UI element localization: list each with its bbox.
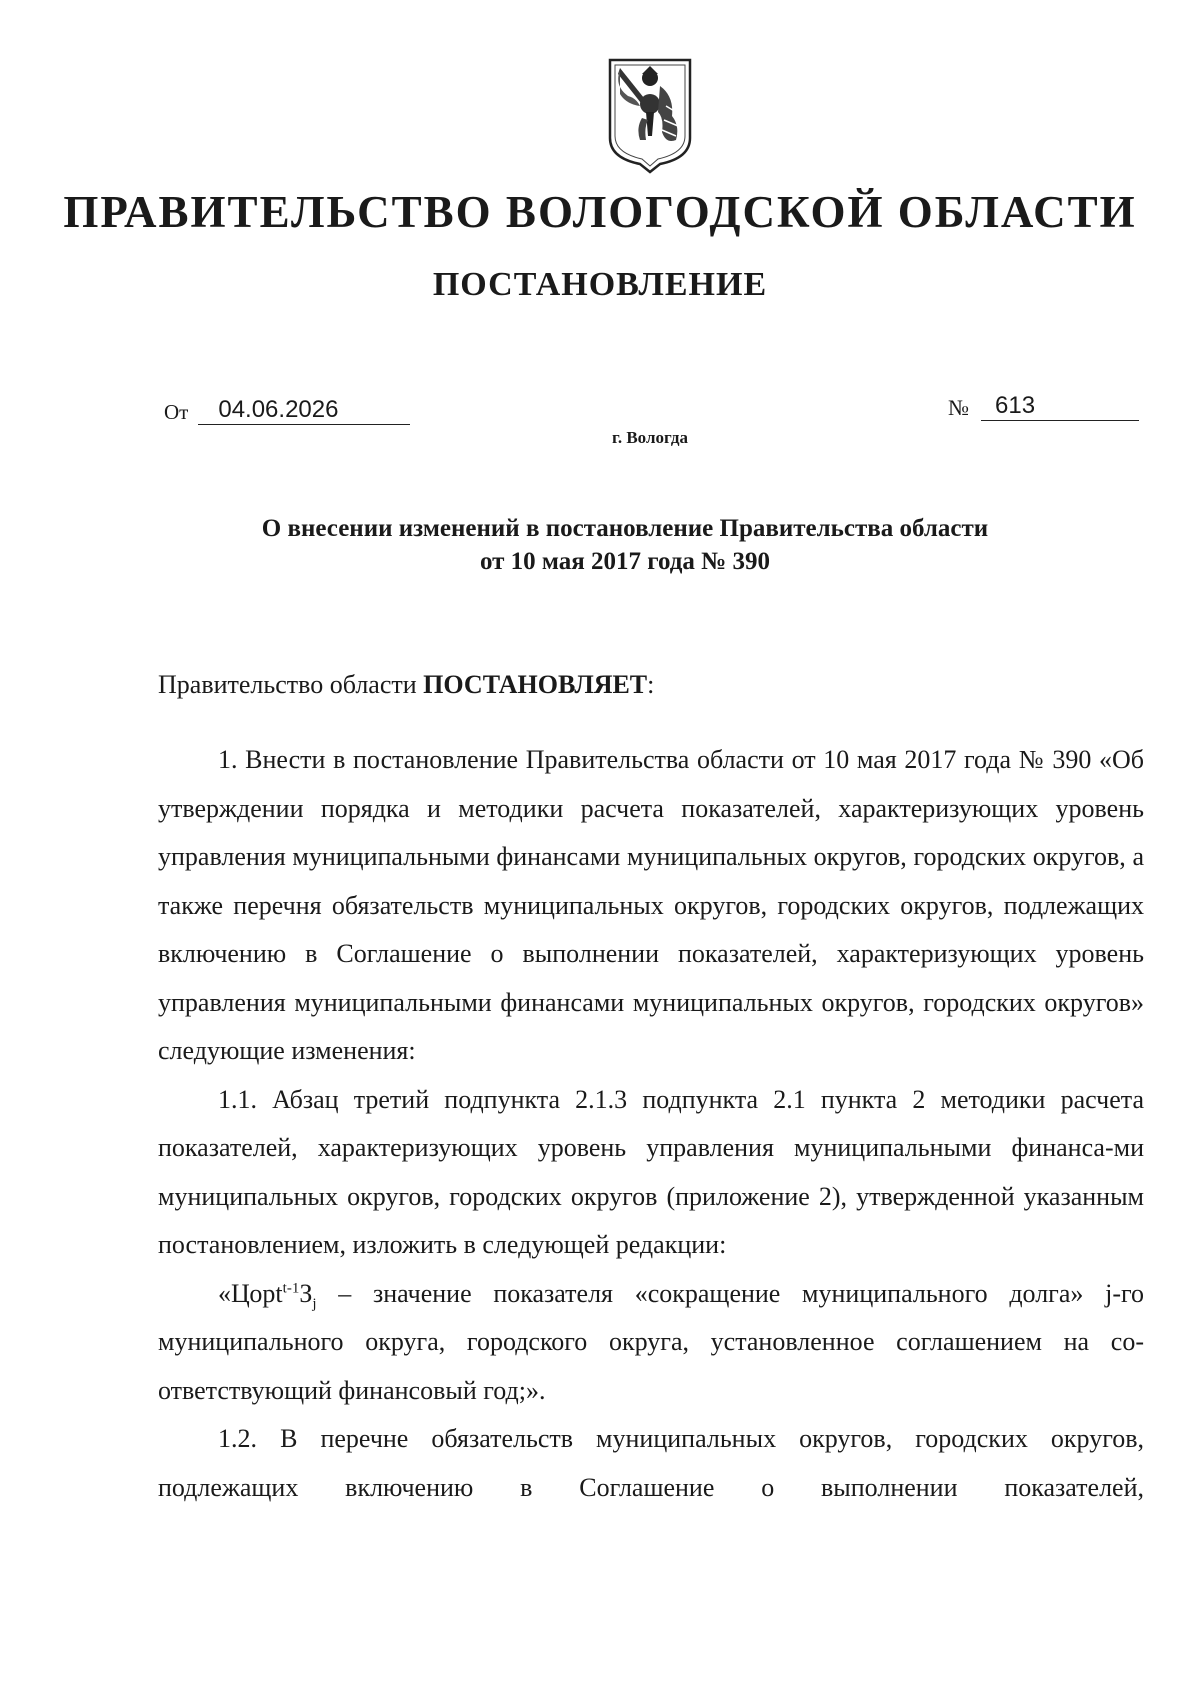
formula-superscript: t-1	[282, 1279, 300, 1296]
preamble-emphasis: ПОСТАНОВЛЯЕТ	[423, 670, 648, 699]
formula-description: – значение показателя «сокращение муниципального долга» j-го муниципального округа, городского округа, установленное соглашением на со-ответствующий финансовый год;».	[158, 1278, 1144, 1405]
city-label: г. Вологда	[612, 428, 688, 447]
preamble-text: Правительство области	[158, 670, 424, 699]
coat-of-arms-icon	[606, 56, 694, 174]
formula-letter: З	[299, 1278, 313, 1308]
document-date: 04.06.2026	[198, 396, 410, 425]
paragraph-1-2: 1.2. В перечне обязательств муниципальных округов, городских округов, подлежащих включению в Соглашение о выполнении показателей,	[158, 1424, 1144, 1502]
number-prefix: №	[948, 395, 969, 420]
preamble	[158, 670, 654, 700]
preamble-suffix: :	[647, 670, 655, 699]
formula-subscript: j	[312, 1295, 317, 1312]
formula-prefix: «Цорt	[218, 1278, 283, 1308]
document-subject	[0, 512, 1200, 578]
document-number: 613	[981, 392, 1139, 421]
paragraph-1-1: 1.1. Абзац третий подпункта 2.1.3 подпункта 2.1 пункта 2 методики расчета показателей, характеризующих уровень управления муниципальными финанса-ми муниципальных округов, городских округов (приложение 2), утвержденной указанным постановлением, изложить в следующей редакции:	[158, 1084, 1144, 1259]
date-prefix: От	[164, 400, 189, 424]
document-body	[158, 736, 1144, 1512]
number-line	[948, 392, 1139, 421]
subject-line-2: от 10 мая 2017 года № 390	[479, 548, 771, 575]
organization-title: ПРАВИТЕЛЬСТВО ВОЛОГОДСКОЙ ОБЛАСТИ	[63, 187, 1137, 237]
document-type: ПОСТАНОВЛЕНИЕ	[432, 266, 768, 303]
date-line	[164, 396, 410, 425]
paragraph-1: 1. Внести в постановление Правительства области от 10 мая 2017 года № 390 «Об утверждении порядка и методики расчета показателей, характеризующих уровень управления муниципальными финансами муниципальных округов, городских округов, а также перечня обязательств муниципальных округов, городских округов, подлежащих включению в Соглашение о выполнении показателей, характеризующих уровень управления муниципальными финансами муниципальных округов, городских округов» следующие изменения:	[158, 745, 1144, 1065]
subject-line-1: О внесении изменений в постановление Правительства области	[261, 515, 989, 542]
paragraph-formula	[158, 1270, 1144, 1416]
